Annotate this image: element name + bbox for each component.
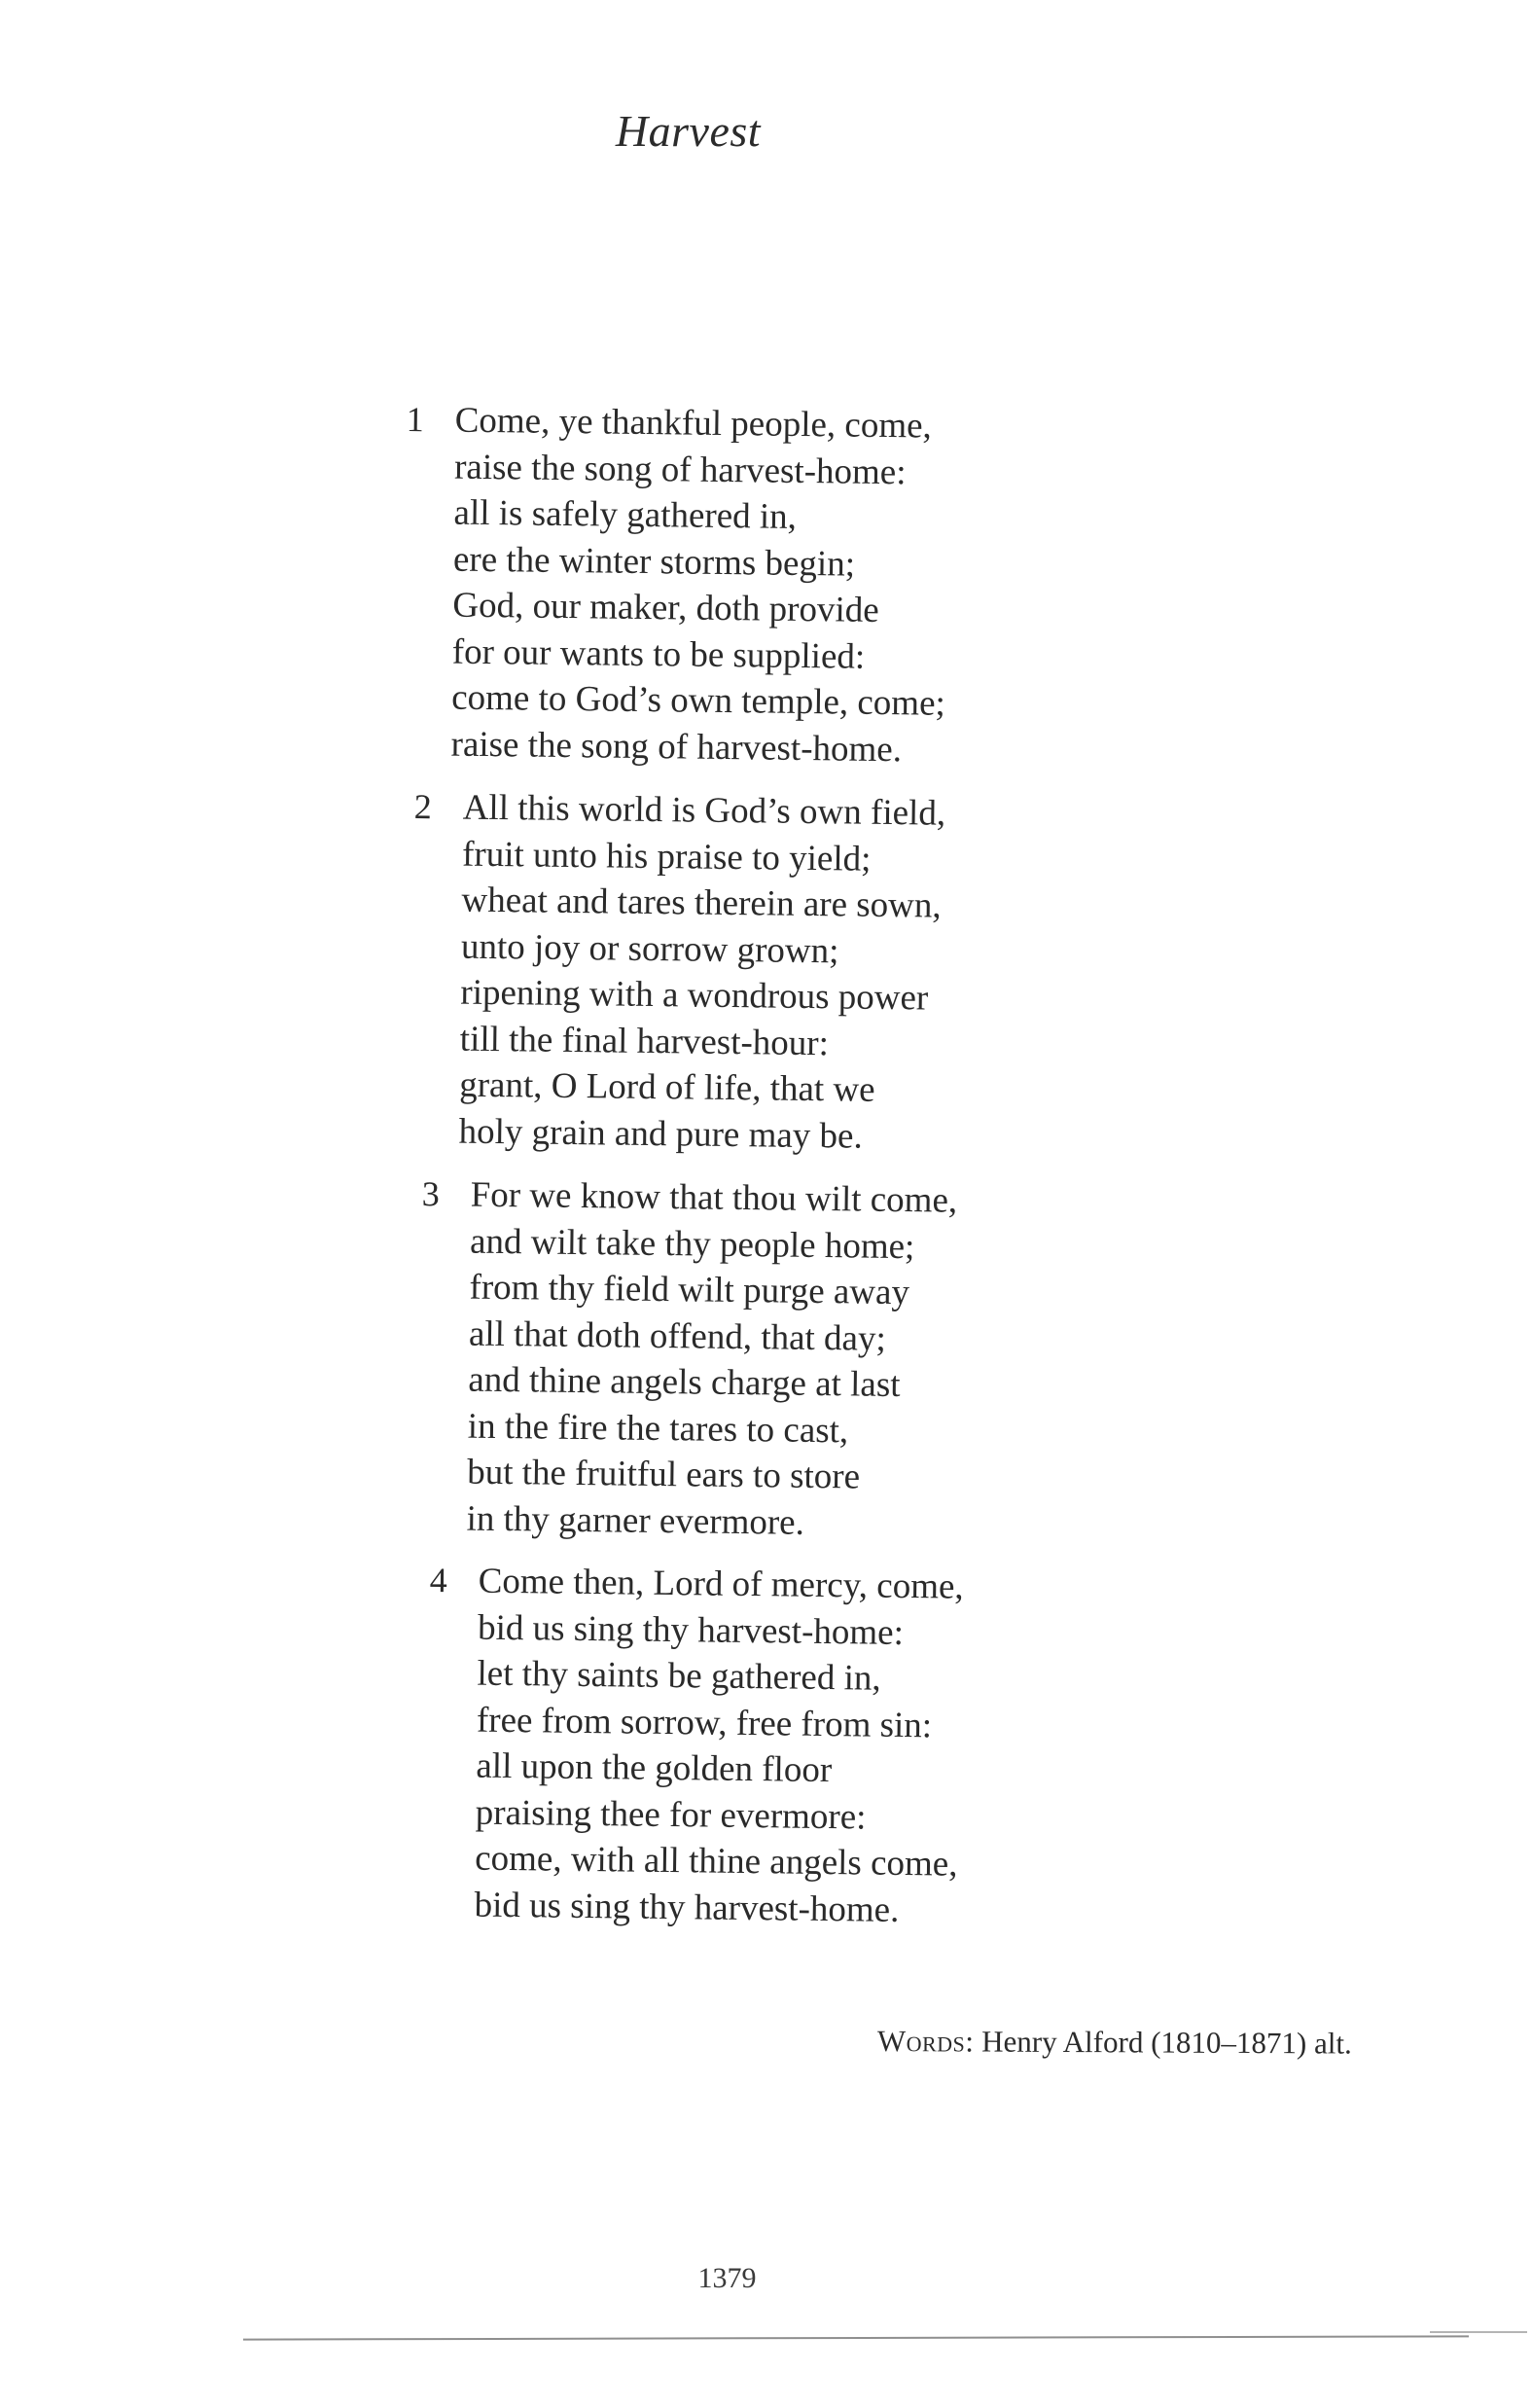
verse-line: fruit unto his praise to yield; — [461, 834, 872, 880]
verse-line: All this world is God’s own field, — [462, 787, 946, 834]
verse-line: Come then, Lord of mercy, come, — [478, 1561, 964, 1607]
verse-lines — [474, 1559, 964, 1934]
verse-line: for our wants to be supplied: — [451, 631, 866, 677]
verse-line: ripening with a wondrous power — [460, 972, 929, 1019]
scan-edge-line — [1430, 2331, 1527, 2333]
verse-line: free from sorrow, free from sin: — [476, 1700, 933, 1745]
verse-line: till the final harvest-hour: — [459, 1019, 830, 1063]
verse-line: all that doth offend, that day; — [468, 1313, 887, 1359]
verse-line: in the fire the tares to cast, — [467, 1406, 849, 1451]
words-label: Words: — [876, 2024, 975, 2059]
verse-number: 2 — [413, 786, 432, 827]
verse-line: but the fruitful ears to store — [466, 1452, 861, 1497]
hymn-title: Harvest — [615, 106, 762, 156]
verse-line: raise the song of harvest-home. — [450, 724, 903, 770]
verse-line: holy grain and pure may be. — [458, 1111, 863, 1157]
verse-line: all upon the golden floor — [476, 1745, 833, 1791]
verse-number: 1 — [406, 399, 424, 440]
verse-line: bid us sing thy harvest-home. — [474, 1885, 900, 1930]
verse-line: grant, O Lord of life, that we — [458, 1064, 875, 1110]
scan-edge-line — [243, 2335, 1469, 2340]
verse-line: come, with all thine angels come, — [474, 1838, 958, 1885]
verse-lines — [466, 1172, 957, 1548]
verse-lines — [458, 785, 945, 1161]
verse-line: in thy garner evermore. — [466, 1498, 805, 1543]
verse-line: For we know that thou wilt come, — [470, 1174, 958, 1221]
verse-line: praising thee for evermore: — [475, 1792, 867, 1837]
verse-number: 3 — [421, 1173, 440, 1214]
verse-line: raise the song of harvest-home: — [453, 447, 907, 492]
verse-line: unto joy or sorrow grown; — [460, 926, 839, 971]
verse-line: wheat and tares therein are sown, — [461, 880, 942, 926]
verse-line: all is safely gathered in, — [453, 492, 798, 537]
verse-line: God, our maker, doth provide — [452, 585, 879, 630]
verse-line: ere the winter storms begin; — [452, 539, 856, 585]
verse-line: Come, ye thankful people, come, — [454, 400, 933, 447]
words-attribution — [877, 2024, 1352, 2062]
verse-line: and thine angels charge at last — [468, 1359, 901, 1406]
verse-line: from thy field wilt purge away — [469, 1267, 910, 1313]
verse-line: bid us sing thy harvest-home: — [477, 1607, 905, 1653]
verse-line: come to God’s own temple, come; — [450, 677, 946, 724]
verse-line: and wilt take thy people home; — [469, 1221, 915, 1267]
author-credit: Henry Alford (1810–1871) alt. — [981, 2024, 1352, 2061]
page-number: 1379 — [697, 2262, 757, 2294]
verse-lines — [450, 398, 948, 773]
verse-number: 4 — [429, 1560, 447, 1600]
verse-line: let thy saints be gathered in, — [477, 1653, 881, 1699]
